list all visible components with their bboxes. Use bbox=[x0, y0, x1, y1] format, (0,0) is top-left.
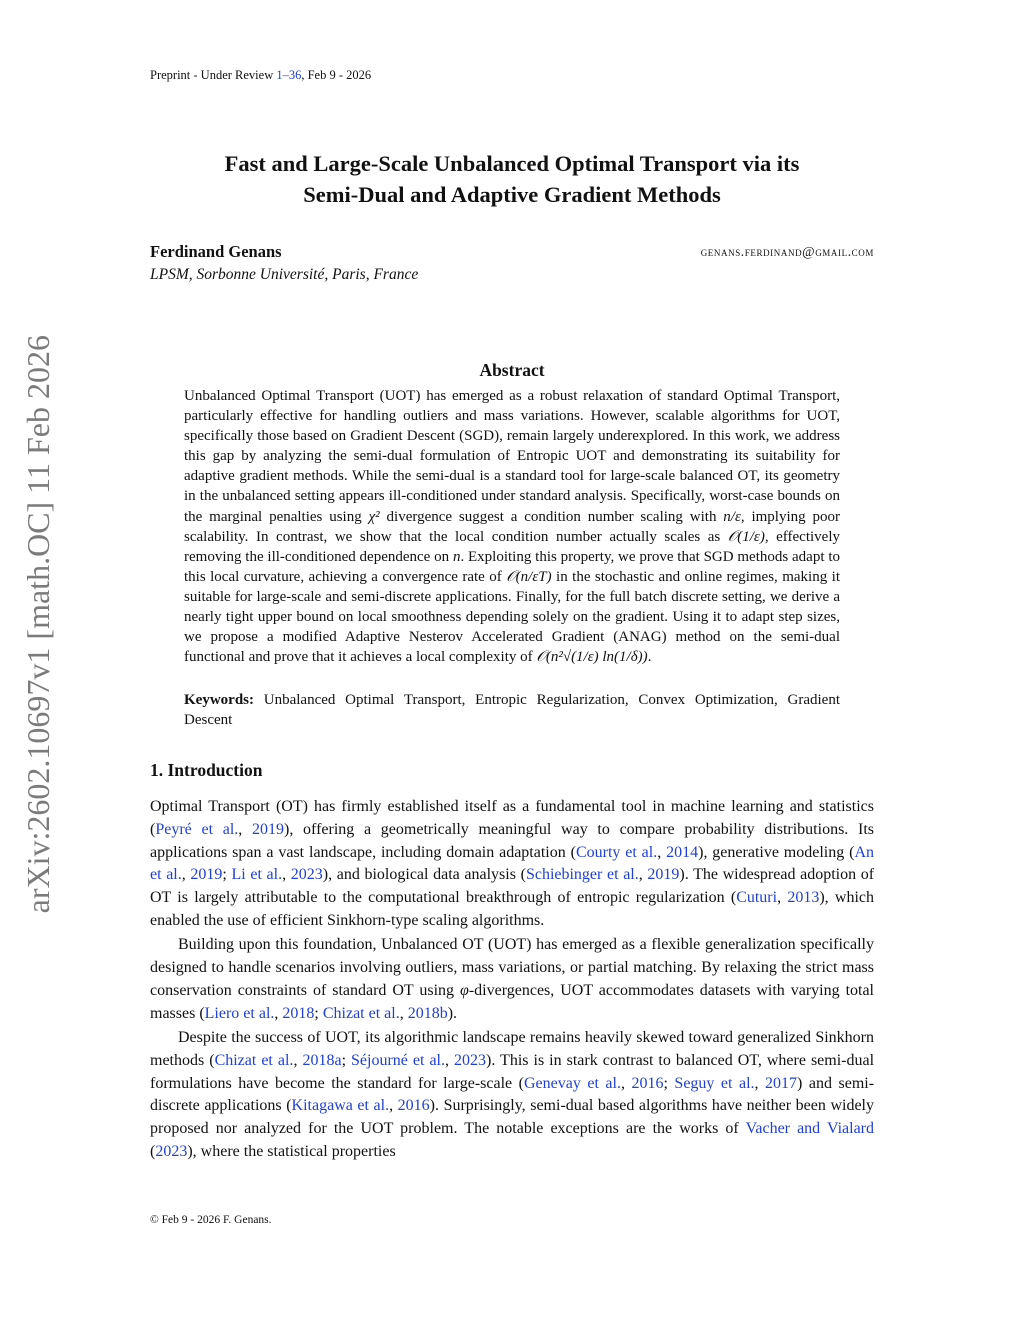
body-text: ), which enabled the use of efficient Sinkhorn-type scaling algorithms. bbox=[150, 889, 875, 929]
arxiv-stamp: arXiv:2602.10697v1 [math.OC] 11 Feb 2026 bbox=[20, 335, 56, 914]
introduction-body bbox=[150, 796, 874, 1164]
body-text: ) and semi-discrete applications ( bbox=[150, 1074, 875, 1115]
title-line-1: Fast and Large-Scale Unbalanced Optimal Transport via its bbox=[224, 151, 800, 176]
citation-link[interactable]: Kitagawa et al. bbox=[291, 1097, 390, 1115]
arxiv-stamp-wrapper bbox=[12, 335, 64, 960]
body-text: , bbox=[445, 1051, 455, 1069]
math-n: n bbox=[452, 548, 461, 565]
abstract-text: . Exploiting this property, we prove that SGD methods adapt to this local curvature, achieving a convergence rate of bbox=[184, 548, 840, 585]
abstract-heading: Abstract bbox=[479, 360, 545, 380]
body-text: ; bbox=[222, 866, 232, 884]
citation-link[interactable]: An et al. bbox=[150, 843, 874, 884]
body-text: , bbox=[389, 1097, 398, 1115]
author-email[interactable]: genans.ferdinand@gmail.com bbox=[700, 244, 874, 259]
math-n-over-eps: n/ε bbox=[723, 508, 741, 525]
body-text: ), generative modeling ( bbox=[698, 843, 855, 861]
citation-link[interactable]: Vacher and Vialard bbox=[745, 1120, 875, 1138]
abstract-body bbox=[184, 386, 840, 667]
abstract-text: , effectively removing the ill-conditioned dependence on bbox=[184, 528, 841, 565]
math-phi: φ bbox=[459, 981, 469, 999]
body-text: ). Surprisingly, semi-dual based algorithms have neither been widely proposed nor analyzed for the UOT problem. The notable exceptions are the works of bbox=[150, 1097, 875, 1138]
citation-year-link[interactable]: 2018b bbox=[407, 1004, 448, 1022]
body-text: , bbox=[777, 889, 788, 907]
citation-year-link[interactable]: 2019 bbox=[647, 866, 680, 884]
author-affiliation: LPSM, Sorbonne Université, Paris, France bbox=[150, 266, 419, 283]
citation-year-link[interactable]: 2023 bbox=[454, 1051, 487, 1069]
math-chi-squared: χ² bbox=[368, 508, 380, 525]
paper-title bbox=[150, 148, 874, 210]
citation-link[interactable]: Séjourné et al. bbox=[351, 1051, 445, 1069]
body-text: ), and biological data analysis ( bbox=[322, 866, 526, 884]
body-text: , bbox=[238, 820, 252, 838]
citation-year-link[interactable]: 2013 bbox=[787, 889, 820, 907]
body-text: ; bbox=[314, 1004, 323, 1022]
body-text: Building upon this foundation, Unbalanced OT (UOT) has emerged as a flexible generalization specifically designed to handle scenarios involving outliers, mass variations, or partial matching. By relaxing the strict mass conservation constraints of standard OT using bbox=[150, 936, 874, 999]
body-text: Despite the success of UOT, its algorithmic landscape remains heavily skewed toward generalized Sinkhorn methods ( bbox=[150, 1028, 874, 1069]
citation-link[interactable]: Chizat et al. bbox=[214, 1051, 294, 1069]
body-text: , bbox=[181, 866, 191, 884]
citation-year-link[interactable]: 2019 bbox=[190, 866, 223, 884]
body-text: , bbox=[620, 1074, 632, 1092]
section-heading-introduction: 1. Introduction bbox=[150, 760, 263, 780]
header-pages-link[interactable]: 1–36 bbox=[276, 68, 302, 82]
citation-link[interactable]: Chizat et al. bbox=[322, 1004, 400, 1022]
math-complexity-1: 𝒪(1/ε) bbox=[727, 528, 765, 545]
citation-year-link[interactable]: 2018a bbox=[302, 1051, 342, 1069]
paragraph-3 bbox=[150, 1027, 874, 1164]
citation-year-link[interactable]: 2019 bbox=[252, 820, 284, 838]
citation-link[interactable]: Schiebinger et al. bbox=[525, 866, 639, 884]
body-text: , bbox=[293, 1051, 303, 1069]
citation-year-link[interactable]: 2018 bbox=[282, 1004, 315, 1022]
citation-link[interactable]: Liero et al. bbox=[204, 1004, 275, 1022]
author-name: Ferdinand Genans bbox=[150, 242, 282, 261]
keywords-label: Keywords: bbox=[184, 692, 254, 708]
citation-year-link[interactable]: 2023 bbox=[290, 866, 323, 884]
body-text: ). This is in stark contrast to balanced OT, where semi-dual formulations have become the standard for large-scale ( bbox=[150, 1051, 875, 1092]
body-text: Optimal Transport (OT) has firmly established itself as a fundamental tool in machine learning and statistics ( bbox=[150, 798, 874, 838]
body-text: ). The widespread adoption of OT is largely attributable to the computational breakthrough of entropic regularization ( bbox=[150, 866, 875, 907]
citation-link[interactable]: Courty et al. bbox=[575, 843, 658, 861]
citation-link[interactable]: Peyré et al. bbox=[155, 820, 239, 838]
body-text: , bbox=[274, 1004, 283, 1022]
paragraph-2 bbox=[150, 934, 874, 1025]
abstract-text: divergence suggest a condition number scaling with bbox=[379, 508, 724, 525]
citation-year-link[interactable]: 2016 bbox=[397, 1097, 430, 1115]
body-text: , bbox=[399, 1004, 408, 1022]
title-line-2: Semi-Dual and Adaptive Gradient Methods bbox=[303, 182, 721, 207]
copyright-footer: © Feb 9 - 2026 F. Genans. bbox=[150, 1214, 272, 1226]
citation-link[interactable]: Genevay et al. bbox=[523, 1074, 621, 1092]
keywords-text: Unbalanced Optimal Transport, Entropic Regularization, Convex Optimization, Gradient Descent bbox=[184, 692, 840, 729]
abstract-text: Unbalanced Optimal Transport (UOT) has emerged as a robust relaxation of standard Optimal Transport, particularly effective for handling outliers and mass variations. However, scalable algorithms for UOT, specifically those based on Gradient Descent (SGD), remain largely underexplored. In this work, we address this gap by analyzing the semi-dual formulation of Entropic UOT and demonstrating its suitability for adaptive gradient methods. While the semi-dual is a standard tool for large-scale balanced OT, its geometry in the unbalanced setting appears ill-conditioned under standard analysis. Specifically, worst-case bounds on the marginal penalties using bbox=[184, 388, 840, 525]
math-complexity-3: 𝒪(n²√(1/ε) ln(1/δ)) bbox=[536, 649, 648, 666]
citation-link[interactable]: Cuturi bbox=[736, 889, 778, 907]
abstract-text: in the stochastic and online regimes, making it suitable for large-scale and semi-discrete applications. Finally, for the full batch discrete setting, we derive a nearly tight upper bound on local smoothness depending solely on the gradient. Using it to adapt step sizes, we propose a modified Adaptive Nesterov Accelerated Gradient (ANAG) method on the semi-dual functional and prove that it achieves a local complexity of bbox=[184, 568, 841, 666]
body-text: ), offering a geometrically meaningful way to compare probability distributions. Its applications span a vast landscape, including domain adaptation ( bbox=[150, 820, 875, 861]
running-header bbox=[150, 68, 371, 83]
paragraph-1 bbox=[150, 796, 874, 933]
body-text: -divergences, UOT accommodates datasets with varying total masses ( bbox=[150, 981, 875, 1022]
citation-year-link[interactable]: 2017 bbox=[765, 1074, 798, 1092]
body-text: ( bbox=[150, 1142, 156, 1160]
body-text: ). bbox=[447, 1004, 458, 1022]
abstract-text: . bbox=[647, 649, 652, 666]
body-text: , bbox=[638, 866, 648, 884]
citation-link[interactable]: Li et al. bbox=[231, 866, 283, 884]
citation-link[interactable]: Seguy et al. bbox=[674, 1074, 755, 1092]
body-text: , bbox=[282, 866, 291, 884]
body-text: ; bbox=[341, 1051, 352, 1069]
body-text: ; bbox=[663, 1074, 675, 1092]
citation-year-link[interactable]: 2016 bbox=[631, 1074, 664, 1092]
header-suffix: , Feb 9 - 2026 bbox=[301, 68, 372, 82]
body-text: , bbox=[657, 843, 667, 861]
citation-year-link[interactable]: 2014 bbox=[666, 843, 699, 861]
body-text: , bbox=[754, 1074, 766, 1092]
abstract-text: , implying poor scalability. In contrast, we show that the local condition number actually scales as bbox=[184, 508, 840, 545]
keywords bbox=[184, 690, 840, 730]
body-text: ), where the statistical properties bbox=[187, 1142, 396, 1160]
math-complexity-2: 𝒪(n/εT) bbox=[506, 568, 552, 585]
citation-year-link[interactable]: 2023 bbox=[155, 1142, 188, 1160]
header-prefix: Preprint - Under Review bbox=[150, 68, 277, 82]
